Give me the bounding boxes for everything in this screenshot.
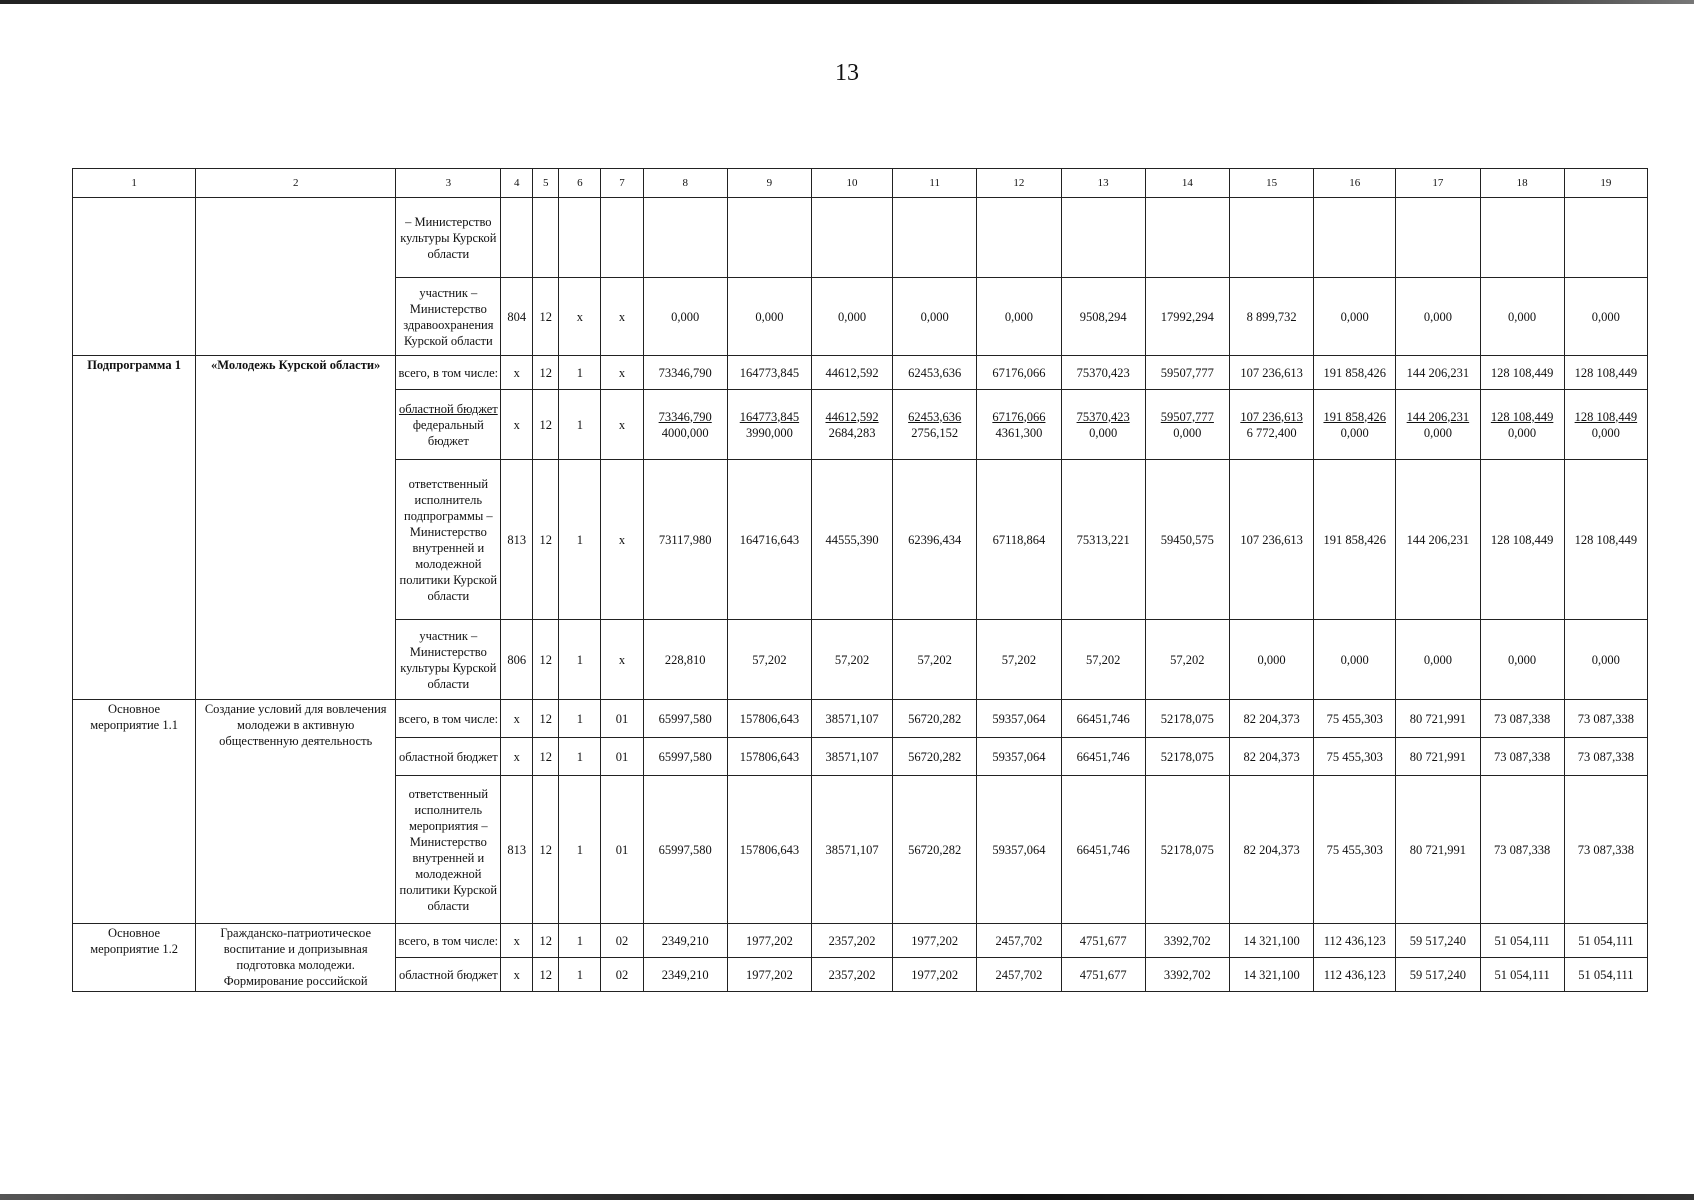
code-cell: 12	[533, 738, 559, 776]
value-cell: 75370,423	[1061, 356, 1145, 390]
value-cell: 51 054,111	[1564, 924, 1647, 958]
code-cell: 1	[559, 958, 601, 992]
value-cell: 164773,845	[727, 356, 811, 390]
column-number: 4	[501, 169, 533, 198]
value-cell: 128 108,449	[1564, 460, 1647, 620]
code-cell: х	[601, 278, 643, 356]
regional-value: 128 108,449	[1490, 409, 1554, 424]
regional-value: 128 108,449	[1574, 409, 1638, 424]
activity-label: Основное мероприятие 1.2	[73, 924, 196, 992]
code-cell: 12	[533, 278, 559, 356]
budget-table	[72, 168, 1648, 992]
federal-value: 6 772,400	[1246, 425, 1297, 440]
value-cell: 157806,643	[727, 776, 811, 924]
value-cell: 1977,202	[893, 924, 977, 958]
value-cell: 57,202	[727, 620, 811, 700]
code-cell: 12	[533, 958, 559, 992]
value-cell: 59357,064	[977, 700, 1061, 738]
value-cell: 75 455,303	[1314, 776, 1396, 924]
value-cell: 51 054,111	[1564, 958, 1647, 992]
value-cell: 157806,643	[727, 738, 811, 776]
value-cell: 57,202	[1145, 620, 1229, 700]
value-pair-cell	[1229, 390, 1313, 460]
source-federal: федеральный бюджет	[412, 417, 484, 448]
value-cell: 0,000	[1480, 620, 1564, 700]
value-cell: 144 206,231	[1396, 460, 1480, 620]
value-pair-cell	[643, 390, 727, 460]
value-cell: 191 858,426	[1314, 460, 1396, 620]
source-cell: всего, в том числе:	[396, 356, 501, 390]
value-cell: 0,000	[643, 278, 727, 356]
value-cell: 59450,575	[1145, 460, 1229, 620]
value-pair-cell	[1061, 390, 1145, 460]
value-cell: 2349,210	[643, 924, 727, 958]
code-cell: х	[501, 738, 533, 776]
activity-name: Гражданско-патриотическое воспитание и допризывная подготовка молодежи. Формирование российской	[196, 924, 396, 992]
value-cell: 59 517,240	[1396, 958, 1480, 992]
table-row	[73, 924, 1648, 958]
value-cell: 73346,790	[643, 356, 727, 390]
value-cell: 82 204,373	[1229, 700, 1313, 738]
column-number: 3	[396, 169, 501, 198]
column-number: 8	[643, 169, 727, 198]
column-number: 6	[559, 169, 601, 198]
code-cell: 01	[601, 738, 643, 776]
value-pair-cell	[1480, 390, 1564, 460]
code-cell: х	[559, 278, 601, 356]
value-cell: 82 204,373	[1229, 776, 1313, 924]
code-cell: 1	[559, 776, 601, 924]
value-cell: 2349,210	[643, 958, 727, 992]
value-cell: 52178,075	[1145, 738, 1229, 776]
value-cell: 66451,746	[1061, 738, 1145, 776]
value-cell: 62453,636	[893, 356, 977, 390]
regional-value: 67176,066	[992, 409, 1046, 424]
column-number: 18	[1480, 169, 1564, 198]
column-number: 2	[196, 169, 396, 198]
code-cell: 1	[559, 738, 601, 776]
code-cell: х	[601, 460, 643, 620]
value-pair-cell	[727, 390, 811, 460]
table-row	[73, 198, 1648, 278]
value-cell: 73 087,338	[1480, 776, 1564, 924]
value-cell: 38571,107	[812, 776, 893, 924]
activity-name: Создание условий для вовлечения молодежи в активную общественную деятельность	[196, 700, 396, 924]
federal-value: 2756,152	[911, 425, 959, 440]
source-cell: ответственный исполнитель подпрограммы – Министерство внутренней и молодежной политики Курской области	[396, 460, 501, 620]
code-cell: 12	[533, 356, 559, 390]
column-number: 12	[977, 169, 1061, 198]
source-cell: областной бюджет	[396, 958, 501, 992]
federal-value: 3990,000	[745, 425, 793, 440]
page-number: 13	[835, 60, 859, 86]
program-name-cell	[196, 198, 396, 356]
source-cell: всего, в том числе:	[396, 924, 501, 958]
value-cell: 66451,746	[1061, 776, 1145, 924]
program-cell	[73, 198, 196, 356]
value-cell: 65997,580	[643, 700, 727, 738]
source-cell: участник – Министерство здравоохранения Курской области	[396, 278, 501, 356]
value-cell: 2457,702	[977, 924, 1061, 958]
value-cell: 0,000	[1396, 278, 1480, 356]
value-cell: 0,000	[1564, 620, 1647, 700]
code-cell: х	[601, 356, 643, 390]
code-cell: 813	[501, 460, 533, 620]
value-cell: 38571,107	[812, 700, 893, 738]
value-cell: 56720,282	[893, 738, 977, 776]
value-cell: 52178,075	[1145, 776, 1229, 924]
source-cell: – Министерство культуры Курской области	[396, 198, 501, 278]
subprogram-label: Подпрограмма 1	[73, 356, 196, 700]
regional-value: 44612,592	[825, 409, 879, 424]
value-cell: 107 236,613	[1229, 460, 1313, 620]
value-cell: 73 087,338	[1564, 776, 1647, 924]
value-cell: 44555,390	[812, 460, 893, 620]
code-cell: х	[601, 390, 643, 460]
source-cell: ответственный исполнитель мероприятия – Министерство внутренней и молодежной политики Курской области	[396, 776, 501, 924]
column-number: 9	[727, 169, 811, 198]
regional-value: 62453,636	[908, 409, 962, 424]
source-cell: областной бюджет	[396, 738, 501, 776]
regional-value: 107 236,613	[1240, 409, 1303, 424]
code-cell: х	[501, 700, 533, 738]
value-cell: 62396,434	[893, 460, 977, 620]
value-cell: 128 108,449	[1564, 356, 1647, 390]
code-cell: 02	[601, 958, 643, 992]
value-cell: 51 054,111	[1480, 958, 1564, 992]
column-number: 10	[812, 169, 893, 198]
value-cell: 112 436,123	[1314, 958, 1396, 992]
value-cell: 80 721,991	[1396, 738, 1480, 776]
code-cell: 1	[559, 356, 601, 390]
federal-value: 0,000	[1173, 425, 1202, 440]
code-cell: 1	[559, 460, 601, 620]
value-cell: 0,000	[1229, 620, 1313, 700]
source-regional: областной бюджет	[398, 401, 498, 416]
code-cell: х	[601, 620, 643, 700]
value-cell: 66451,746	[1061, 700, 1145, 738]
code-cell: 1	[559, 620, 601, 700]
value-cell: 128 108,449	[1480, 356, 1564, 390]
code-cell: 813	[501, 776, 533, 924]
table-row	[73, 356, 1648, 390]
federal-value: 0,000	[1508, 425, 1537, 440]
value-cell: 157806,643	[727, 700, 811, 738]
value-cell: 73 087,338	[1564, 738, 1647, 776]
value-cell: 164716,643	[727, 460, 811, 620]
value-cell: 57,202	[812, 620, 893, 700]
value-cell: 73117,980	[643, 460, 727, 620]
value-pair-cell	[1314, 390, 1396, 460]
value-cell: 51 054,111	[1480, 924, 1564, 958]
code-cell: 1	[559, 924, 601, 958]
column-number: 16	[1314, 169, 1396, 198]
column-number: 7	[601, 169, 643, 198]
value-pair-cell	[1396, 390, 1480, 460]
value-cell: 73 087,338	[1480, 700, 1564, 738]
value-pair-cell	[1145, 390, 1229, 460]
value-cell: 57,202	[1061, 620, 1145, 700]
value-cell: 80 721,991	[1396, 700, 1480, 738]
source-cell: всего, в том числе:	[396, 700, 501, 738]
value-cell: 0,000	[1396, 620, 1480, 700]
value-cell: 3392,702	[1145, 958, 1229, 992]
regional-value: 164773,845	[739, 409, 800, 424]
code-cell: 806	[501, 620, 533, 700]
value-cell: 3392,702	[1145, 924, 1229, 958]
federal-value: 4000,000	[661, 425, 709, 440]
value-cell: 38571,107	[812, 738, 893, 776]
value-cell: 107 236,613	[1229, 356, 1313, 390]
value-cell: 144 206,231	[1396, 356, 1480, 390]
value-pair-cell	[893, 390, 977, 460]
code-cell: х	[501, 390, 533, 460]
federal-value: 0,000	[1423, 425, 1452, 440]
regional-value: 75370,423	[1076, 409, 1130, 424]
value-cell: 0,000	[1314, 620, 1396, 700]
code-cell: 01	[601, 776, 643, 924]
value-cell: 65997,580	[643, 738, 727, 776]
value-cell: 17992,294	[1145, 278, 1229, 356]
value-cell: 67118,864	[977, 460, 1061, 620]
scan-edge-top	[0, 0, 1694, 4]
subprogram-name: «Молодежь Курской области»	[196, 356, 396, 700]
value-cell: 1977,202	[727, 924, 811, 958]
value-cell: 59357,064	[977, 776, 1061, 924]
code-cell: 12	[533, 620, 559, 700]
value-cell: 0,000	[1314, 278, 1396, 356]
value-cell: 2457,702	[977, 958, 1061, 992]
value-cell: 1977,202	[893, 958, 977, 992]
column-number: 19	[1564, 169, 1647, 198]
code-cell: 12	[533, 776, 559, 924]
federal-value: 4361,300	[995, 425, 1043, 440]
value-cell: 2357,202	[812, 958, 893, 992]
code-cell: 01	[601, 700, 643, 738]
column-number: 13	[1061, 169, 1145, 198]
value-cell: 65997,580	[643, 776, 727, 924]
column-number: 14	[1145, 169, 1229, 198]
regional-value: 144 206,231	[1406, 409, 1470, 424]
value-cell: 14 321,100	[1229, 958, 1313, 992]
value-cell: 57,202	[977, 620, 1061, 700]
value-cell: 128 108,449	[1480, 460, 1564, 620]
value-cell: 9508,294	[1061, 278, 1145, 356]
value-cell: 73 087,338	[1480, 738, 1564, 776]
code-cell: 1	[559, 700, 601, 738]
value-cell: 0,000	[977, 278, 1061, 356]
table-row	[73, 700, 1648, 738]
value-cell: 67176,066	[977, 356, 1061, 390]
value-cell: 75313,221	[1061, 460, 1145, 620]
value-cell: 228,810	[643, 620, 727, 700]
value-cell: 80 721,991	[1396, 776, 1480, 924]
value-cell: 0,000	[1564, 278, 1647, 356]
value-cell: 59 517,240	[1396, 924, 1480, 958]
federal-value: 0,000	[1591, 425, 1620, 440]
column-number: 11	[893, 169, 977, 198]
value-cell: 57,202	[893, 620, 977, 700]
value-cell: 191 858,426	[1314, 356, 1396, 390]
value-pair-cell	[1564, 390, 1647, 460]
value-pair-cell	[812, 390, 893, 460]
value-cell: 0,000	[1480, 278, 1564, 356]
value-cell: 75 455,303	[1314, 738, 1396, 776]
regional-value: 191 858,426	[1323, 409, 1386, 424]
value-cell: 2357,202	[812, 924, 893, 958]
federal-value: 2684,283	[828, 425, 876, 440]
column-number: 15	[1229, 169, 1313, 198]
value-cell: 44612,592	[812, 356, 893, 390]
value-cell: 0,000	[893, 278, 977, 356]
value-cell: 52178,075	[1145, 700, 1229, 738]
column-number: 5	[533, 169, 559, 198]
code-cell: х	[501, 356, 533, 390]
column-number-row	[73, 169, 1648, 198]
source-cell: участник – Министерство культуры Курской области	[396, 620, 501, 700]
value-cell: 59357,064	[977, 738, 1061, 776]
source-cell	[396, 390, 501, 460]
activity-label: Основное мероприятие 1.1	[73, 700, 196, 924]
code-cell: 1	[559, 390, 601, 460]
code-cell: х	[501, 958, 533, 992]
federal-value: 0,000	[1089, 425, 1118, 440]
scan-edge-bottom	[0, 1194, 1694, 1200]
value-cell: 1977,202	[727, 958, 811, 992]
value-cell: 0,000	[812, 278, 893, 356]
value-cell: 75 455,303	[1314, 700, 1396, 738]
value-cell: 0,000	[727, 278, 811, 356]
code-cell: 12	[533, 700, 559, 738]
code-cell: 804	[501, 278, 533, 356]
regional-value: 59507,777	[1160, 409, 1214, 424]
value-cell: 4751,677	[1061, 958, 1145, 992]
federal-value: 0,000	[1340, 425, 1369, 440]
value-cell: 4751,677	[1061, 924, 1145, 958]
column-number: 17	[1396, 169, 1480, 198]
code-cell: 02	[601, 924, 643, 958]
code-cell: х	[501, 924, 533, 958]
value-cell: 82 204,373	[1229, 738, 1313, 776]
value-cell: 112 436,123	[1314, 924, 1396, 958]
value-pair-cell	[977, 390, 1061, 460]
value-cell: 8 899,732	[1229, 278, 1313, 356]
code-cell: 12	[533, 390, 559, 460]
code-cell: 12	[533, 460, 559, 620]
regional-value: 73346,790	[658, 409, 712, 424]
value-cell: 73 087,338	[1564, 700, 1647, 738]
code-cell: 12	[533, 924, 559, 958]
value-cell: 56720,282	[893, 700, 977, 738]
value-cell: 59507,777	[1145, 356, 1229, 390]
column-number: 1	[73, 169, 196, 198]
value-cell: 14 321,100	[1229, 924, 1313, 958]
value-cell: 56720,282	[893, 776, 977, 924]
